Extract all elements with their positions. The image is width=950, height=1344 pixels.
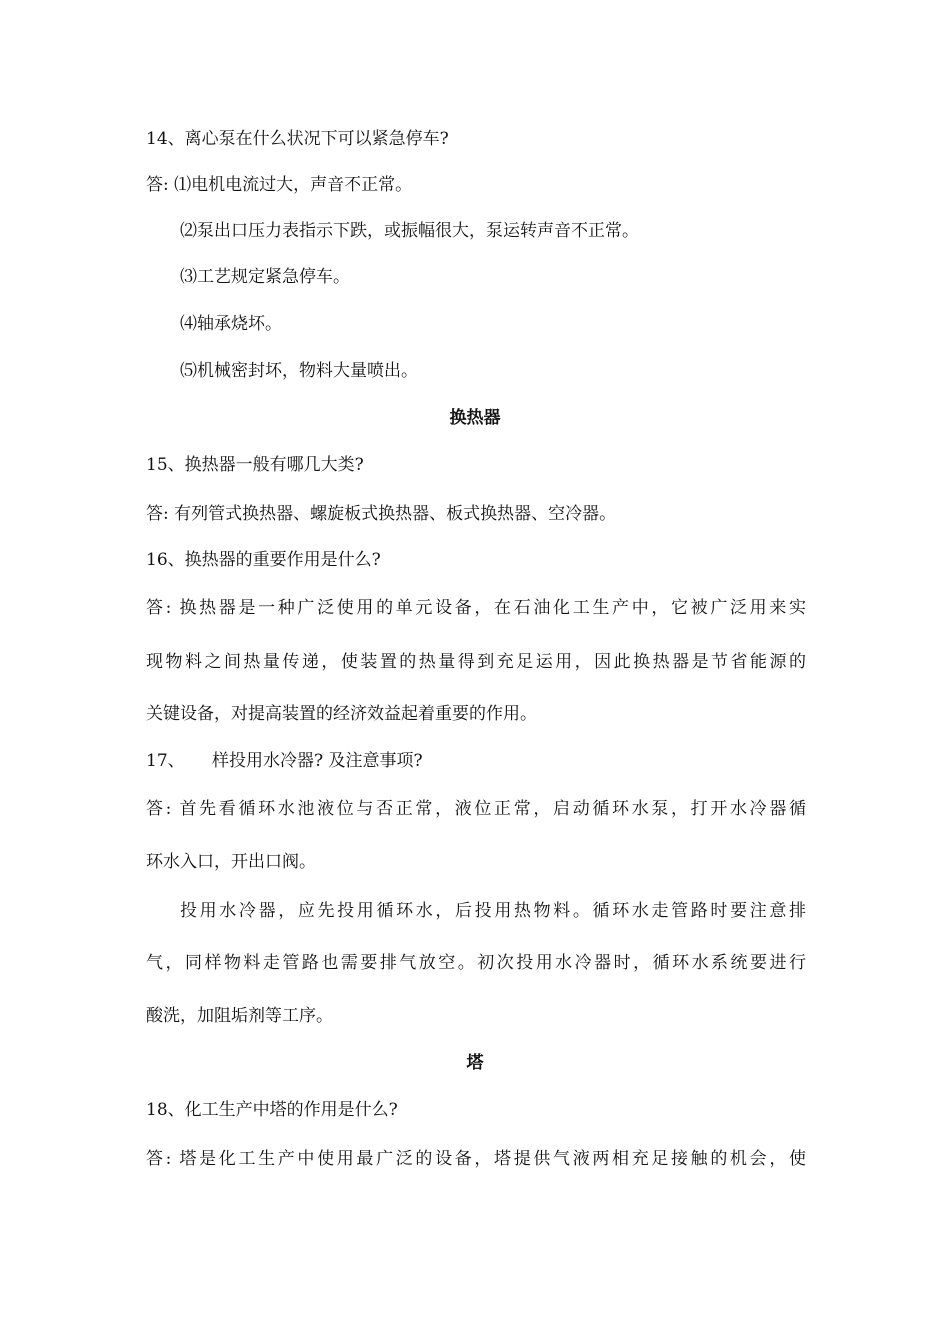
section-heading-heat-exchanger: 换热器 <box>449 408 501 428</box>
question-16: 16、换热器的重要作用是什么? <box>146 550 381 570</box>
question-14: 14、离心泵在什么状况下可以紧急停车? <box>146 129 449 149</box>
answer-14-line-1: 答: ⑴电机电流过大，声音不正常。 <box>146 175 413 195</box>
answer-14-line-5: ⑸机械密封坏，物料大量喷出。 <box>180 361 418 381</box>
answer-16-line-1: 答: 换热器是一种广泛使用的单元设备，在石油化工生产中，它被广泛用来实 <box>146 598 806 618</box>
answer-17-line-1: 答: 首先看循环水池液位与否正常，液位正常，启动循环水泵，打开水冷器循 <box>146 799 806 819</box>
answer-17-note-line-1: 投用水冷器，应先投用循环水，后投用热物料。循环水走管路时要注意排 <box>180 901 806 921</box>
answer-16-line-2: 现物料之间热量传递，使装置的热量得到充足运用，因此换热器是节省能源的 <box>146 652 806 672</box>
question-18: 18、化工生产中塔的作用是什么? <box>146 1100 398 1120</box>
answer-14-line-2: ⑵泵出口压力表指示下跌，或振幅很大，泵运转声音不正常。 <box>180 221 639 241</box>
section-heading-tower: 塔 <box>466 1053 484 1073</box>
answer-15: 答: 有列管式换热器、螺旋板式换热器、板式换热器、空冷器。 <box>146 504 617 524</box>
answer-17-note-line-2: 气，同样物料走管路也需要排气放空。初次投用水冷器时，循环水系统要进行 <box>146 953 806 973</box>
question-17-number: 17、 <box>146 751 185 771</box>
answer-17-line-2: 环水入口，开出口阀。 <box>146 852 316 872</box>
answer-16-line-3: 关键设备，对提高装置的经济效益起着重要的作用。 <box>146 704 537 724</box>
answer-14-line-3: ⑶工艺规定紧急停车。 <box>180 267 350 287</box>
question-17: 样投用水冷器? 及注意事项? <box>212 751 423 771</box>
answer-18-line-1: 答: 塔是化工生产中使用最广泛的设备，塔提供气液两相充足接触的机会，使 <box>146 1149 806 1169</box>
answer-17-note-line-3: 酸洗，加阻垢剂等工序。 <box>146 1006 333 1026</box>
answer-14-line-4: ⑷轴承烧坏。 <box>180 314 282 334</box>
question-15: 15、换热器一般有哪几大类? <box>146 455 364 475</box>
